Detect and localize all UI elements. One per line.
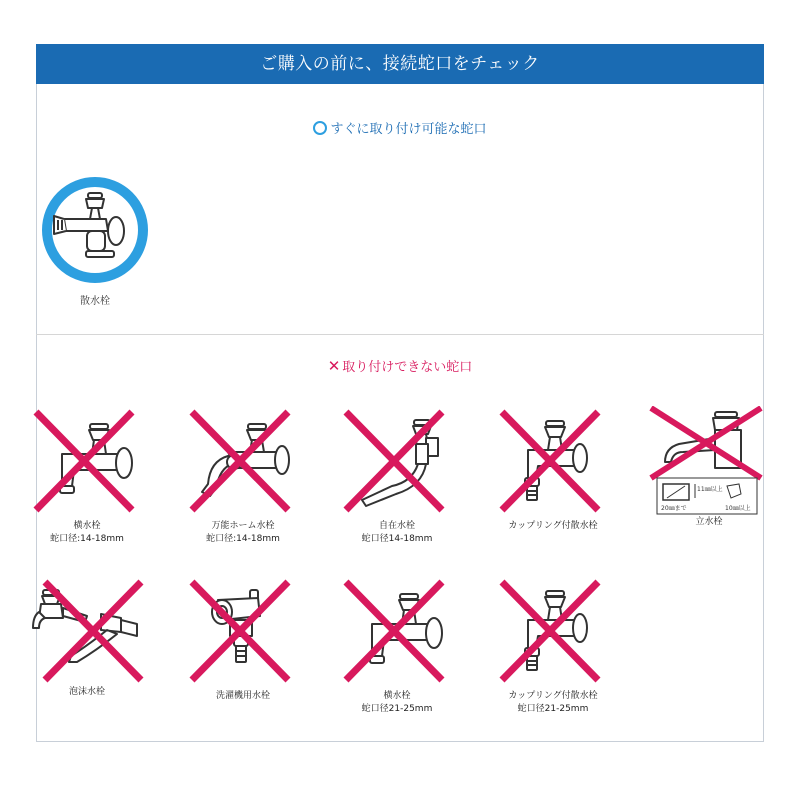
ok-heading-text: すぐに取り付け可能な蛇口	[330, 122, 487, 137]
item-name: 自在水栓	[378, 521, 415, 531]
ng-item	[322, 406, 472, 546]
ng-item	[322, 576, 472, 716]
coupling-faucet-icon	[498, 576, 608, 686]
washing-machine-faucet-icon	[188, 576, 298, 686]
ng-section-heading	[0, 356, 800, 375]
item-spec: 蛇口径14-18mm	[361, 534, 433, 544]
ok-section-heading	[0, 118, 800, 137]
coupling-faucet-icon	[498, 406, 608, 516]
item-spec: 蛇口径:14-18mm	[206, 534, 280, 544]
vertical-faucet-icon	[649, 406, 769, 516]
circle-icon	[313, 121, 327, 135]
horizontal-faucet-icon	[342, 576, 452, 686]
page-title: ご購入の前に、接続蛇口をチェック	[36, 44, 764, 84]
cross-icon: ✕	[327, 357, 341, 375]
section-divider	[36, 334, 764, 335]
ok-item-label: 散水栓	[80, 296, 110, 307]
horizontal-faucet-icon	[32, 406, 142, 516]
ng-item	[478, 576, 628, 716]
item-name: 横水栓	[383, 691, 411, 701]
item-name: カップリング付散水栓	[508, 521, 598, 531]
swivel-faucet-icon	[342, 406, 452, 516]
garden-faucet-icon	[40, 175, 150, 289]
min-height-note: 11㎜以上	[697, 486, 723, 493]
min-depth-note: 10㎜以上	[725, 505, 751, 512]
item-name: 横水栓	[73, 521, 101, 531]
item-name: 万能ホーム水栓	[211, 521, 275, 531]
item-spec: 蛇口径21-25mm	[517, 704, 589, 714]
ng-item	[12, 576, 162, 699]
max-width-note: 20㎜まで	[661, 505, 687, 512]
ng-item	[12, 406, 162, 546]
ng-item	[634, 406, 784, 529]
ng-item	[478, 406, 628, 533]
item-spec: 蛇口径21-25mm	[361, 704, 433, 714]
item-spec: 蛇口径:14-18mm	[50, 534, 124, 544]
item-name: 泡沫水栓	[68, 687, 105, 697]
ng-item	[168, 406, 318, 546]
ng-heading-text: 取り付けできない蛇口	[342, 360, 473, 375]
ng-item	[168, 576, 318, 703]
item-name: 洗濯機用水栓	[215, 691, 270, 701]
item-name: カップリング付散水栓	[508, 691, 598, 701]
aerator-faucet-icon	[27, 576, 147, 686]
item-name: 立水栓	[695, 517, 723, 527]
universal-home-faucet-icon	[188, 406, 298, 516]
